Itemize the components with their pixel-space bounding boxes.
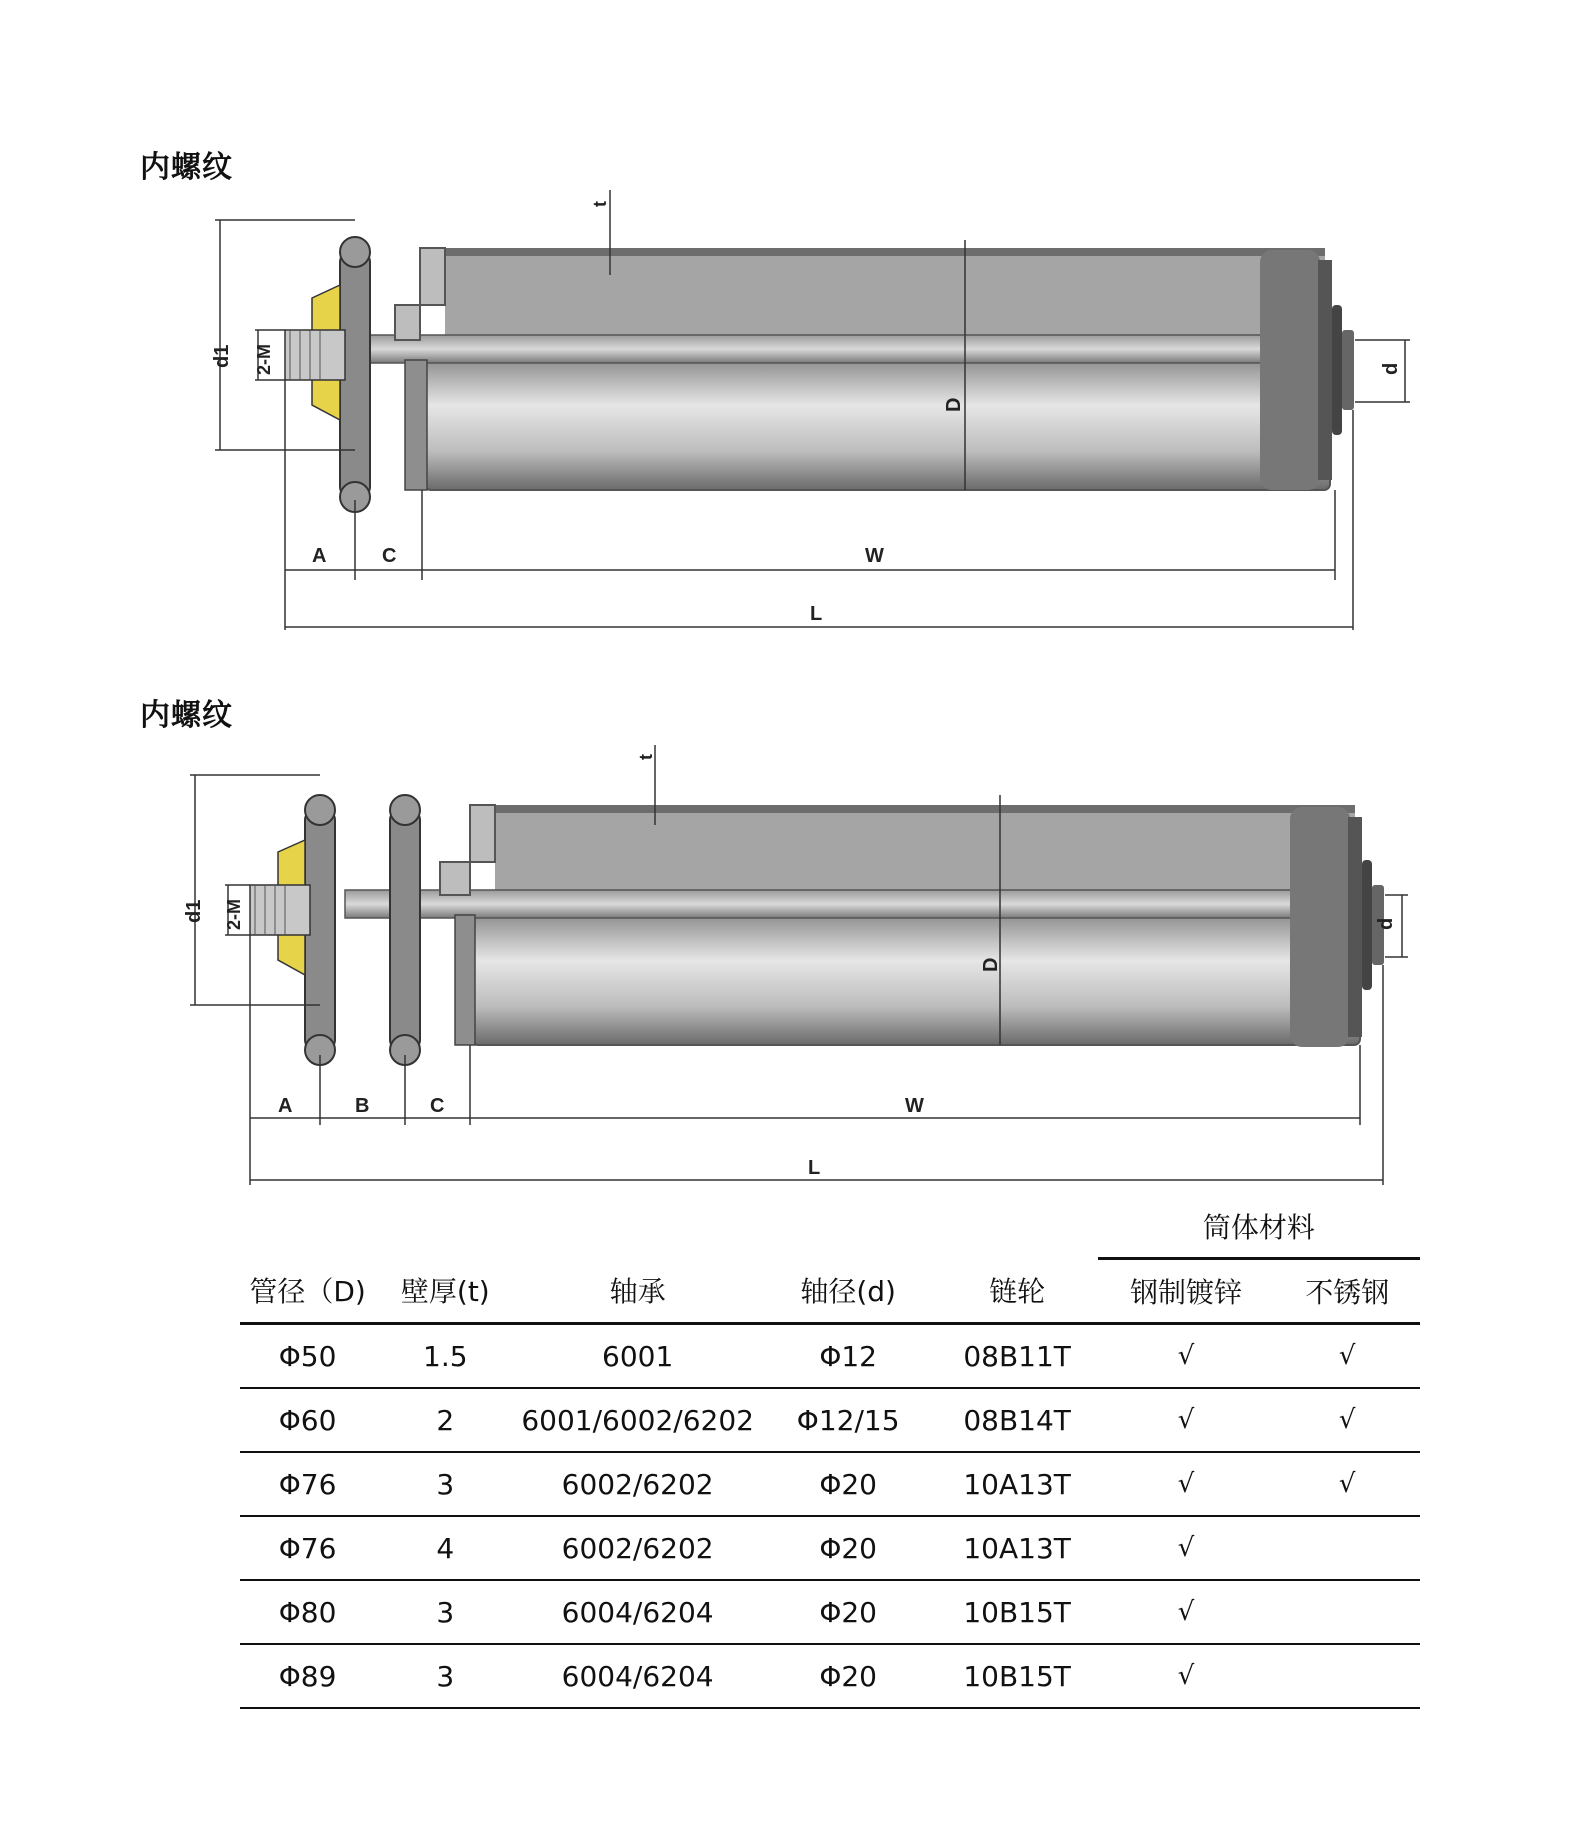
cell-galvanized-steel: √ [1098, 1516, 1275, 1580]
table-group-header-row [240, 1195, 1420, 1259]
cell-bearing: 6001 [515, 1324, 759, 1389]
dim-label-L: L [810, 603, 823, 625]
cell-bearing: 6002/6202 [515, 1516, 759, 1580]
cell-tube-diameter: Φ89 [240, 1644, 375, 1708]
cell-sprocket: 10B15T [937, 1580, 1098, 1644]
cell-tube-diameter: Φ76 [240, 1452, 375, 1516]
cell-bearing: 6001/6002/6202 [515, 1388, 759, 1452]
cell-sprocket: 08B14T [937, 1388, 1098, 1452]
column-header-galvanized-steel: 钢制镀锌 [1098, 1259, 1275, 1324]
cell-stainless-steel: √ [1274, 1452, 1420, 1516]
dim-label-d1: d1 [211, 344, 233, 368]
table-row [240, 1324, 1420, 1389]
cell-galvanized-steel: √ [1098, 1580, 1275, 1644]
roller-body [250, 795, 1384, 1065]
column-header-wall-thickness: 壁厚(t) [375, 1259, 515, 1324]
section-title-internal-thread-2: 内螺纹 [140, 698, 233, 733]
cell-shaft-diameter: Φ20 [760, 1516, 937, 1580]
cell-shaft-diameter: Φ12 [760, 1324, 937, 1389]
dim-label-B: B [355, 1095, 370, 1117]
dim-label-L: L [808, 1157, 821, 1179]
dim-label-d1: d1 [183, 899, 205, 923]
cell-sprocket: 10A13T [937, 1516, 1098, 1580]
column-header-stainless-steel: 不锈钢 [1274, 1259, 1420, 1324]
cell-wall-thickness: 4 [375, 1516, 515, 1580]
section-title-internal-thread-1: 内螺纹 [140, 150, 233, 185]
cell-bearing: 6004/6204 [515, 1644, 759, 1708]
column-header-bearing: 轴承 [515, 1259, 759, 1324]
cell-stainless-steel: √ [1274, 1324, 1420, 1389]
dim-label-2m: 2-M [254, 344, 274, 375]
cell-stainless-steel [1274, 1516, 1420, 1580]
table-row [240, 1388, 1420, 1452]
cell-wall-thickness: 3 [375, 1580, 515, 1644]
roller-drawing-single-sprocket [0, 180, 1588, 660]
column-header-sprocket: 链轮 [937, 1259, 1098, 1324]
dim-label-d: d [1380, 362, 1402, 375]
cell-galvanized-steel: √ [1098, 1388, 1275, 1452]
spec-table [240, 1195, 1420, 1709]
dim-label-C: C [382, 545, 397, 567]
cell-bearing: 6002/6202 [515, 1452, 759, 1516]
column-group-header-tube-material: 筒体材料 [1098, 1195, 1420, 1259]
cell-galvanized-steel: √ [1098, 1324, 1275, 1389]
dim-label-2m: 2-M [224, 899, 244, 930]
column-header-shaft-diameter: 轴径(d) [760, 1259, 937, 1324]
cell-galvanized-steel: √ [1098, 1644, 1275, 1708]
dim-label-d: d [1375, 917, 1397, 930]
dim-label-D: D [980, 957, 1002, 972]
cell-shaft-diameter: Φ20 [760, 1644, 937, 1708]
cell-tube-diameter: Φ76 [240, 1516, 375, 1580]
cell-shaft-diameter: Φ20 [760, 1580, 937, 1644]
roller-drawing-double-sprocket [0, 730, 1588, 1190]
dim-label-t: t [590, 201, 610, 207]
cell-stainless-steel [1274, 1644, 1420, 1708]
column-header-tube-diameter: 管径（D) [240, 1259, 375, 1324]
table-row [240, 1452, 1420, 1516]
table-row [240, 1516, 1420, 1580]
dim-label-A: A [278, 1095, 293, 1117]
table-row [240, 1644, 1420, 1708]
cell-sprocket: 08B11T [937, 1324, 1098, 1389]
cell-wall-thickness: 1.5 [375, 1324, 515, 1389]
table-row [240, 1580, 1420, 1644]
cell-shaft-diameter: Φ12/15 [760, 1388, 937, 1452]
dim-label-W: W [905, 1095, 924, 1117]
roller-body [285, 237, 1354, 512]
cell-wall-thickness: 2 [375, 1388, 515, 1452]
cell-wall-thickness: 3 [375, 1452, 515, 1516]
dim-label-A: A [312, 545, 327, 567]
cell-stainless-steel: √ [1274, 1388, 1420, 1452]
dim-label-D: D [943, 397, 965, 412]
table-header-row [240, 1259, 1420, 1324]
cell-sprocket: 10B15T [937, 1644, 1098, 1708]
cell-tube-diameter: Φ60 [240, 1388, 375, 1452]
cell-stainless-steel [1274, 1580, 1420, 1644]
cell-shaft-diameter: Φ20 [760, 1452, 937, 1516]
dim-label-W: W [865, 545, 884, 567]
cell-tube-diameter: Φ80 [240, 1580, 375, 1644]
cell-sprocket: 10A13T [937, 1452, 1098, 1516]
cell-bearing: 6004/6204 [515, 1580, 759, 1644]
cell-galvanized-steel: √ [1098, 1452, 1275, 1516]
dim-label-C: C [430, 1095, 445, 1117]
dim-label-t: t [636, 754, 656, 760]
cell-wall-thickness: 3 [375, 1644, 515, 1708]
cell-tube-diameter: Φ50 [240, 1324, 375, 1389]
